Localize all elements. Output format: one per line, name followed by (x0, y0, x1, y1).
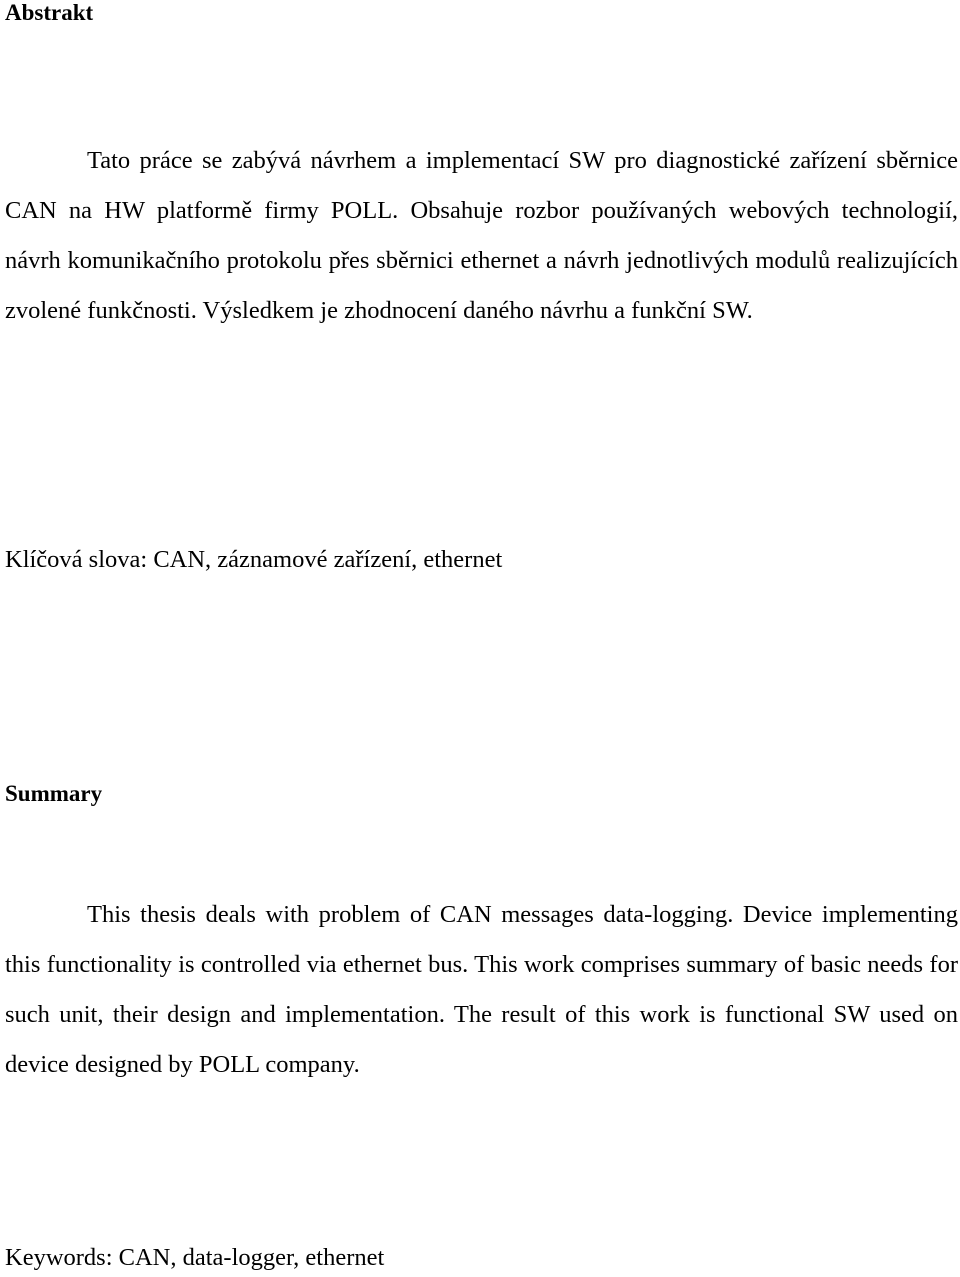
summary-paragraph: This thesis deals with problem of CAN messages data-logging. Device implementing this functionality is controlled via ethernet bus. This work comprises summary of basic needs for such unit, their design and implementation. The result of this work is functional SW used on device designed by POLL company. (5, 901, 958, 1078)
abstract-heading: Abstrakt (5, 0, 94, 25)
abstract-paragraph: Tato práce se zabývá návrhem a implementací SW pro diagnostické zařízení sběrnice CAN na HW platformě firmy POLL. Obsahuje rozbor používaných webových technologií, návrh komunikačního protokolu přes sběrnici ethernet a návrh jednotlivých modulů realizujících zvolené funkčnosti. Výsledkem je zhodnocení daného návrhu a funkční SW. (5, 147, 958, 324)
summary-keywords: Keywords: CAN, data-logger, ethernet (5, 1244, 385, 1271)
summary-heading: Summary (5, 781, 103, 806)
abstract-keywords: Klíčová slova: CAN, záznamové zařízení, ethernet (5, 546, 503, 573)
